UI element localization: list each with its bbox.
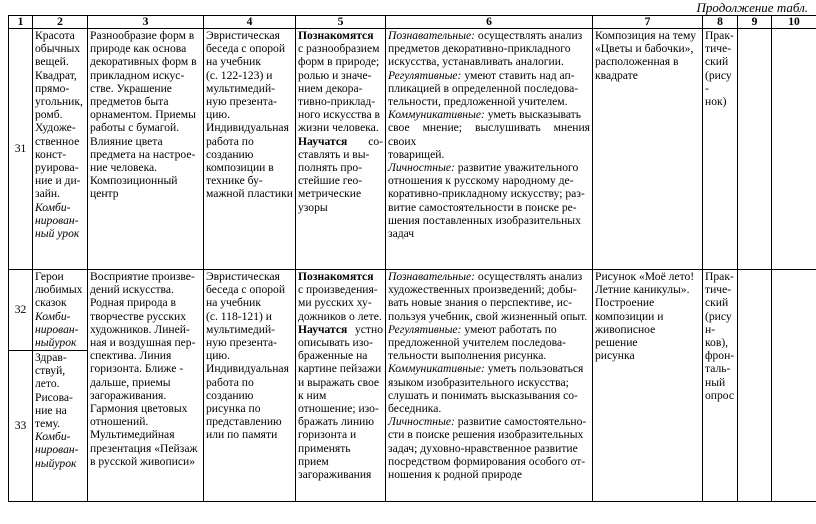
table-row [9, 29, 816, 270]
text-line: прикладном искус- [90, 68, 185, 82]
table-row [9, 270, 816, 351]
uud-text: художественных произведений; добы- [388, 283, 577, 297]
text-line: ный урок [35, 227, 80, 241]
uud-line [388, 362, 590, 375]
uud-text: товарищей. [388, 147, 445, 161]
text-line: Рисова- [35, 390, 73, 404]
text-line: и выражать свое [298, 375, 380, 389]
column-header-8: 8 [703, 16, 738, 29]
text-line: с разнообразием [298, 42, 380, 56]
uud-text: коративно-прикладному искусству; раз- [388, 187, 585, 201]
uud-text: искусства, устанавливать аналогии. [388, 55, 564, 69]
text-line: ного искусства в [298, 108, 380, 122]
text-line: в русской живописи» [90, 454, 196, 468]
text-line: Композиция на тему [595, 29, 697, 42]
text-line: Восприятие произве- [90, 270, 195, 283]
text-line: опрос [705, 388, 735, 402]
text-line: творчестве русских [90, 309, 187, 323]
text-line: «Цветы и бабочки», [595, 42, 694, 56]
uud-text: уметь высказывать [484, 108, 582, 122]
uud-line [388, 270, 590, 283]
text-line: ский [705, 55, 729, 69]
subject-text-1 [298, 283, 383, 323]
text-line: Герои [35, 270, 64, 283]
uud-line [388, 323, 590, 336]
text-line: беседа с опорой [206, 42, 286, 56]
uud-text: осуществлять анализ [475, 270, 583, 283]
text-line: ную презента- [206, 95, 277, 109]
lesson-type [35, 430, 85, 470]
uud-line [388, 415, 590, 428]
text-line: бражать линию [298, 415, 375, 429]
empty-cell [738, 270, 772, 502]
text-line: ми русских ху- [298, 296, 372, 310]
uud-text: осуществлять анализ [475, 29, 583, 42]
subject-line [298, 323, 383, 336]
text-line: природе как основа [90, 42, 187, 56]
uud-line [388, 55, 590, 68]
topic-cell [33, 270, 88, 351]
subject-text-1 [298, 42, 383, 134]
uud-text: беседника. [388, 402, 442, 416]
text-line: отношение; изо- [298, 402, 379, 416]
text-line: обычных [35, 42, 81, 56]
continuation-label: Продолжение табл. [696, 0, 808, 15]
text-line: Летние каникулы». [595, 283, 690, 297]
text-line: тиче- [705, 283, 732, 297]
text-line: (с. 122-123) и [206, 68, 273, 82]
text-line: ный [705, 375, 726, 389]
text-line: стве. Украшение [90, 81, 172, 95]
text-line: полнять про- [298, 161, 363, 175]
text-line: мультимедий- [206, 322, 276, 336]
text-line: на учебник [206, 55, 261, 69]
uud-text: уметь пользоваться [484, 362, 584, 376]
subject-text-2 [298, 336, 383, 481]
uud-text: шения поставленных изобразительных [388, 213, 581, 227]
row-number: 33 [9, 351, 33, 502]
text-line: зайн. [35, 187, 61, 201]
text-line: ныйурок [35, 456, 77, 470]
uud-text: развитие самостоятельно- [454, 415, 587, 429]
topic-text [35, 270, 85, 310]
text-line: на учебник [206, 296, 261, 310]
text-line: созданию [206, 388, 254, 402]
text-line: мажной пластики [206, 187, 293, 201]
text-line: отношений. [90, 415, 149, 429]
uud-label: Личностные: [388, 415, 455, 429]
subject-title-2: Научатся [298, 134, 348, 148]
row-number: 31 [9, 29, 33, 270]
uud-text: витие самостоятельности в поиске ре- [388, 200, 577, 214]
product-cell [593, 270, 703, 502]
text-line: Индивидуальная [206, 362, 289, 376]
uud-line [388, 214, 590, 227]
text-line: Рисунок «Моё лето! [595, 270, 695, 283]
text-line: Композиционный [90, 174, 178, 188]
uud-text: задач; духовно-нравственное развитие [388, 441, 578, 455]
uud-line [388, 310, 590, 323]
text-line: ственное [35, 134, 80, 148]
subject-results-cell [296, 270, 386, 502]
text-line: тивно-приклад- [298, 95, 376, 109]
text-line: нок) [705, 95, 727, 109]
text-line: или по памяти [206, 428, 278, 442]
column-header-10: 10 [772, 16, 816, 29]
uud-line [388, 336, 590, 349]
uud-line [388, 29, 590, 42]
text-line: Красота [35, 29, 75, 42]
text-line: композиции в [206, 161, 274, 175]
text-line: стейшие гео- [298, 174, 363, 188]
text-line: жизни человека. [298, 121, 379, 135]
text-line: прямо- [35, 81, 70, 95]
text-line: ная и воздушная пер- [90, 336, 196, 350]
text-line: представлению [206, 415, 282, 429]
uud-text: умеют работать по [461, 322, 557, 336]
uud-label: Личностные: [388, 161, 455, 175]
text-line: нирован- [35, 213, 79, 227]
row-number: 32 [9, 270, 33, 351]
text-line: узоры [298, 200, 328, 214]
uud-label: Коммуникативные: [388, 362, 485, 376]
uud-line [388, 455, 590, 468]
text-line: беседа с опорой [206, 283, 286, 297]
text-line: руирова- [35, 161, 79, 175]
text-line: Художе- [35, 121, 76, 135]
text-line: цию. [206, 349, 230, 363]
uud-line [388, 389, 590, 402]
uud-label: Регулятивные: [388, 68, 462, 82]
text-line: презентация «Пейзаж [90, 441, 198, 455]
text-line: композиции и [595, 309, 664, 323]
product-cell [593, 29, 703, 270]
uud-text: вать новые знания о перспективе, ис- [388, 296, 572, 310]
text-line: ролью и значе- [298, 68, 372, 82]
subject-title: Познакомятся [298, 29, 374, 42]
uud-text: отношения к русскому народному де- [388, 174, 574, 188]
text-line: нием декора- [298, 81, 363, 95]
text-line: предмета на настрое- [90, 147, 196, 161]
uud-label: Познавательные: [388, 29, 476, 42]
text-line: ние на [35, 403, 67, 417]
uud-line [388, 227, 590, 240]
column-header-6: 6 [386, 16, 593, 29]
text-line: ставлять и вы- [298, 147, 370, 161]
text-line: Эвристическая [206, 270, 280, 283]
uud-line [388, 174, 590, 187]
text-line: декоративных форм в [90, 55, 197, 69]
uud-line [388, 283, 590, 296]
text-line: горизонта и [298, 428, 357, 442]
text-line: конст- [35, 147, 67, 161]
uud-label: Коммуникативные: [388, 108, 485, 122]
text-line: описывать изо- [298, 336, 373, 350]
text-line: Построение [595, 296, 655, 310]
text-line: предметов быта [90, 95, 169, 109]
text-line: Комби- [35, 309, 71, 323]
uud-line [388, 148, 590, 161]
uud-text: пликацией в определенной последова- [388, 81, 579, 95]
text-line: горизонта. Ближе - [90, 362, 184, 376]
uud-text: задач [388, 227, 415, 241]
uud-text: пользуя учебник, свой жизненный опыт. [388, 309, 588, 323]
text-line: ныйурок [35, 336, 77, 350]
empty-cell [772, 270, 816, 502]
activity-cell [204, 270, 296, 502]
uud-line [388, 95, 590, 108]
text-line: рисунка [595, 349, 635, 363]
text-line: браженные на [298, 349, 368, 363]
text-line: загораживания. [90, 388, 167, 402]
uud-text: слушать и понимать высказывания со- [388, 388, 578, 402]
subject-title: Познакомятся [298, 270, 374, 283]
uud-cell [386, 270, 593, 502]
lesson-type [35, 201, 85, 241]
uud-text: тельности выполнения рисунка. [388, 349, 547, 363]
text-line: дожников о лете. [298, 309, 382, 323]
uud-line [388, 428, 590, 441]
uud-line [388, 187, 590, 200]
text-line: метрические [298, 187, 362, 201]
uud-line [388, 82, 590, 95]
uud-line [388, 402, 590, 415]
subject-tail: устно [354, 322, 383, 336]
empty-cell [772, 29, 816, 270]
uud-line [388, 201, 590, 214]
subject-tail: со- [368, 134, 383, 148]
empty-cell [738, 29, 772, 270]
column-header-1: 1 [9, 16, 33, 29]
text-line: ромб. [35, 108, 63, 122]
text-line: картине пейзажи [298, 362, 382, 376]
text-line: угольник, [35, 95, 83, 109]
text-line: любимых [35, 283, 83, 297]
text-line: рисунка по [206, 402, 261, 416]
topic-cell [33, 351, 88, 502]
text-line: (с. 118-121) и [206, 309, 272, 323]
uud-line [388, 349, 590, 362]
uud-text: языком изобразительного искусства; [388, 375, 569, 389]
text-line: Влияние цвета [90, 134, 163, 148]
uud-text: свое мнение; выслушивать мнения своих [388, 121, 590, 148]
text-line: лето. [35, 377, 60, 391]
text-line: спектива. Линия [90, 349, 172, 363]
text-line: ние и ди- [35, 174, 81, 188]
uud-line [388, 296, 590, 309]
column-header-3: 3 [88, 16, 204, 29]
text-line: Разнообразие форм в [90, 29, 195, 42]
text-line: работа по [206, 375, 254, 389]
text-line: Прак- [705, 29, 734, 42]
text-line: Здрав- [35, 351, 67, 364]
topic-cell [33, 29, 88, 270]
column-header-9: 9 [738, 16, 772, 29]
text-line: квадрате [595, 68, 638, 82]
subject-title-2: Научатся [298, 322, 348, 336]
text-line: ский [705, 296, 729, 310]
text-line: технике бу- [206, 174, 263, 188]
uud-text: предметов декоративно-прикладного [388, 42, 571, 56]
text-line: с произведения- [298, 283, 378, 297]
uud-text: посредством формирования особого от- [388, 454, 586, 468]
column-header-4: 4 [204, 16, 296, 29]
subject-line [298, 135, 383, 148]
uud-line [388, 69, 590, 82]
text-line: вещей. [35, 55, 69, 69]
text-line: Родная природа в [90, 296, 176, 310]
uud-text: тельности, предложенной учителем. [388, 95, 568, 109]
uud-label: Познавательные: [388, 270, 476, 283]
control-cell [703, 29, 738, 270]
text-line: расположенная в [595, 55, 679, 69]
header-row [9, 16, 816, 29]
uud-text: умеют ставить над ап- [461, 68, 575, 82]
uud-line [388, 468, 590, 481]
text-line: дальше, приемы [90, 375, 171, 389]
lesson-type [35, 310, 85, 350]
text-line: к ним [298, 388, 327, 402]
text-line: Прак- [705, 270, 734, 283]
uud-text: предложенной учителем последова- [388, 336, 566, 350]
text-line: сказок [35, 296, 67, 310]
text-line: Эвристическая [206, 29, 280, 42]
text-line: ствуй, [35, 364, 66, 378]
text-line: цию. [206, 108, 230, 122]
control-cell [703, 270, 738, 502]
text-line: форм в природе; [298, 55, 380, 69]
text-line: Комби- [35, 200, 71, 214]
uud-text: развитие уважительного [454, 161, 579, 175]
subject-text-2 [298, 148, 383, 214]
text-line: живописное решение [595, 322, 656, 350]
text-line: таль- [705, 362, 731, 376]
column-header-5: 5 [296, 16, 386, 29]
text-line: работа по [206, 134, 254, 148]
text-line: тиче- [705, 42, 732, 56]
uud-line [388, 442, 590, 455]
text-line: центр [90, 187, 119, 201]
content-cell [88, 270, 204, 502]
text-line: ние человека. [90, 161, 158, 175]
uud-line [388, 161, 590, 174]
uud-line [388, 108, 590, 121]
text-line: (рисун- [705, 309, 732, 336]
uud-label: Регулятивные: [388, 322, 462, 336]
topic-text [35, 29, 85, 201]
column-header-2: 2 [33, 16, 88, 29]
uud-text: сти в поиске решения изобразительных [388, 428, 584, 442]
text-line: мультимедий- [206, 81, 276, 95]
uud-cell [386, 29, 593, 270]
text-line: применять прием [298, 441, 351, 468]
lesson-plan-table [8, 15, 816, 502]
uud-line [388, 42, 590, 55]
uud-line [388, 376, 590, 389]
content-cell [88, 29, 204, 270]
activity-cell [204, 29, 296, 270]
text-line: Комби- [35, 430, 71, 444]
text-line: орнаментом. Приемы [90, 108, 196, 122]
subject-results-cell [296, 29, 386, 270]
text-line: нирован- [35, 322, 79, 336]
topic-text [35, 351, 85, 430]
text-line: тему. [35, 417, 61, 431]
text-line: Индивидуальная [206, 121, 289, 135]
text-line: нирован- [35, 443, 79, 457]
text-line: художников. Линей- [90, 322, 190, 336]
uud-line [388, 121, 590, 147]
uud-text: ношения к родной природе [388, 468, 523, 482]
text-line: загораживания [298, 468, 372, 482]
text-line: созданию [206, 147, 254, 161]
text-line: дений искусства. [90, 283, 174, 297]
text-line: Мультимедийная [90, 428, 175, 442]
text-line: Гармония цветовых [90, 402, 188, 416]
text-line: Квадрат, [35, 68, 77, 82]
text-line: ную презента- [206, 336, 277, 350]
column-header-7: 7 [593, 16, 703, 29]
text-line: фрон- [705, 349, 735, 363]
text-line: ков), [705, 336, 729, 350]
text-line: работы с бумагой. [90, 121, 180, 135]
text-line: (рису- [705, 68, 732, 95]
